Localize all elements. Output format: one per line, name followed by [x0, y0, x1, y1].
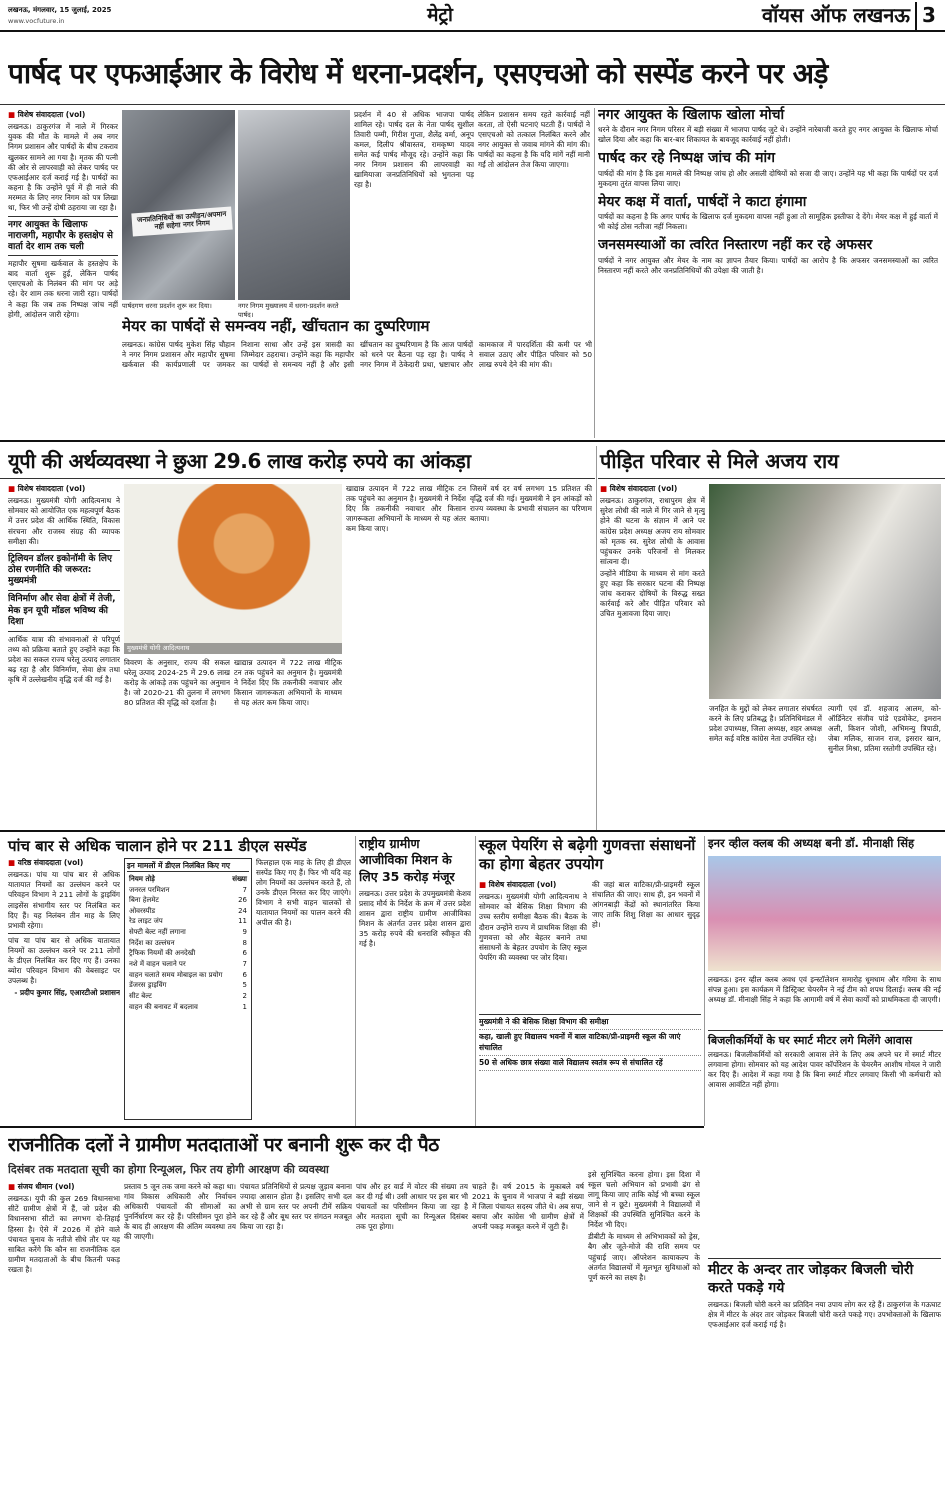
victim-text-3: जनहित के मुद्दों को लेकर लगातार संघर्षरत करने के लिए प्रतिबद्ध है। प्रतिनिधिमंडल में प्रदेश उपाध्यक्ष, जिला अध्यक्ष, शहर अध्यक्ष समेत कई वरिष्ठ कांग्रेस नेता उपस्थित रहे। — [709, 704, 822, 744]
challan-table-row — [127, 992, 249, 1003]
challan-rule-name: वाहन की बनावट में बदलाव — [129, 1002, 198, 1011]
challan-table-row — [127, 917, 249, 928]
lead-col2-text: प्रदर्शन में 40 से अधिक भाजपा पार्षद शामिल रहे। पार्षद दल के नेता पार्षद सुशील तिवारी पम्मी, गिरीश गुप्ता, शैलेंद्र वर्मा, अनूप कमल, दिलीप श्रीवास्तव, रामकृष्ण यादव समेत कई पार्षद मौजूद रहे। उन्होंने कहा कि नगर निगम प्रशासन की लापरवाही का खामियाजा जनप्रतिनिधियों को भुगतना पड़ रहा है। — [354, 110, 474, 190]
protest-sign: जनप्रतिनिधियों का उत्पीड़न/अपमान नहीं सहेगा नगर निगम — [131, 207, 232, 237]
inner-wheel-photo — [708, 856, 941, 971]
lead-column-2 — [354, 110, 474, 310]
economy-col1-text: आर्थिक यात्रा की संभावनाओं से परिपूर्ण तथ्य को प्रक्रिया बताते हुए उन्होंने कहा कि प्रदेश का सकल राज्य घरेलू उत्पाद लगातार बढ़ रहा है और विनिर्माण, सेवा क्षेत्र तथा कृषि में उल्लेखनीय वृद्धि दर्ज की गई है। — [8, 635, 120, 685]
economy-byline: ■ विशेष संवाददाता (vol) — [8, 484, 120, 494]
challan-table-row — [127, 949, 249, 960]
school-point-item: कहा, खाली हुए विद्यालय भवनों में बाल वाटिका/प्री-प्राइमरी स्कूल की जाएं संचालित — [479, 1030, 701, 1056]
date-line: लखनऊ, मंगलवार, 15 जुलाई, 2025 — [8, 6, 112, 14]
mayor-article — [122, 316, 592, 434]
school-text-2: की जहां बाल वाटिका/प्री-प्राइमरी स्कूल संचालित की जाए। साथ ही, इन भवनों में आंगनबाड़ी केंद्रों को स्थानांतरित किया जाए ताकि शिशु शिक्षा का आधार सुदृढ़ हो। — [592, 880, 700, 930]
school-text: लखनऊ। मुख्यमंत्री योगी आदित्यनाथ ने सोमवार को बेसिक शिक्षा विभाग की उच्च स्तरीय समीक्षा बैठक की। बैठक के दौरान उन्होंने राज्य में प्राथमिक शिक्षा की गुणवत्ता को और बेहतर बनाने तथा संसाधनों के बेहतर उपयोग के लिए स्कूल पेयरिंग की व्यवस्था पर जोर दिया। — [479, 892, 587, 962]
politics-col2-text: प्रस्ताव 5 जून तक जमा करने को कहा था। गांव विकास अधिकारी और निर्वाचन अधिकारी पंचायतों की सीमाओं का पुनर्निर्धारण कर रहे हैं। परिसीमन पूरा होने के बाद ही आरक्षण की अंतिम व्यवस्था तय की जाएगी। — [124, 1182, 236, 1242]
electricity-text-block — [708, 1050, 941, 1250]
economy-col2-text: विवरण के अनुसार, राज्य की सकल घरेलू उत्पाद 2024-25 में 29.6 लाख करोड़ के आंकड़े तक पहुंचने का अनुमान है। जो 2020-21 की तुलना में लगभग 80 प्रतिशत की वृद्धि को दर्शाता है। — [124, 658, 230, 708]
right-text-2: पार्षदों की मांग है कि इस मामले की निष्पक्ष जांच हो और असली दोषियों को सजा दी जाए। उन्होंने यह भी कहा कि पार्षदों पर दर्ज मुकदमा तुरंत वापस लिया जाए। — [598, 168, 938, 188]
challan-table-grid — [127, 874, 249, 1013]
challan-table-title: इन मामलों में डीएल निलंबित किए गए — [127, 861, 249, 872]
right-text-3: पार्षदों का कहना है कि अगर पार्षद के खिलाफ दर्ज मुकदमा वापस नहीं हुआ तो सामूहिक इस्तीफा दे देंगे। मेयर कक्ष में हुई वार्ता में भी कोई ठोस नतीजा नहीं निकला। — [598, 212, 938, 232]
challan-col3-text: फिलहाल एक माह के लिए ही डीएल सस्पेंड किए गए हैं। फिर भी यदि वह लोग नियमों का उल्लंघन करते हैं, तो उनके डीएल निरस्त कर दिए जाएंगे। विभाग ने सभी वाहन चालकों से यातायात नियमों का पालन करने की अपील की है। — [256, 858, 351, 928]
challan-table-row — [127, 885, 249, 896]
school-column-2 — [592, 880, 700, 1010]
lead-col1b-text: महापौर सुषमा खर्कवाल के हस्तक्षेप के बाद वार्ता शुरू हुई, लेकिन पार्षद एसएचओ के निलंबन की मांग पर अड़े रहे। देर शाम तक धरना जारी रहा। पार्षदों ने कहा कि जब तक निष्पक्ष जांच नहीं होगी, आंदोलन जारी रहेगा। — [8, 259, 118, 319]
school-continued-column — [588, 1170, 700, 1492]
victim-column-2 — [709, 704, 822, 824]
challan-table-head-rule: नियम तोड़े — [129, 874, 155, 883]
challan-rule-name: नशे में वाहन चलाने पर — [129, 960, 186, 969]
challan-text: लखनऊ। पांच या पांच बार से अधिक यातायात नियमों का उल्लंघन करने पर परिवहन विभाग ने 211 लोगों के ड्राइविंग लाइसेंस संभागीय स्तर पर निलंबित कर दिए हैं। यह निलंबन तीन माह के लिए प्रभावी रहेगा। — [8, 870, 120, 930]
rural-headline: राष्ट्रीय ग्रामीण आजीविका मिशन के लिए 35 करोड़ मंजूर — [359, 836, 455, 884]
politics-subhead: दिसंबर तक मतदाता सूची का होगा रिन्यूअल, फिर तय होगी आरक्षण की व्यवस्था — [8, 1163, 329, 1176]
lead-col1-text: लखनऊ। ठाकुरगंज में नाले में गिरकर युवक की मौत के मामले में अब नगर निगम प्रशासन और पार्षदों के बीच टकराव खुलकर सामने आ गया है। मृतक की पत्नी की ओर से लापरवाही को लेकर पार्षद पर एफआईआर दर्ज कराई गई है। पार्षदों का कहना है कि उन्होंने पूर्व में ही नाले की मरम्मत के लिए नगर निगम को पत्र लिखा था, फिर भी उन्हें दोषी ठहराया जा रहा है। — [8, 122, 118, 212]
economy-photo-caption: मुख्यमंत्री योगी आदित्यनाथ — [124, 643, 342, 654]
politics-col1-text: लखनऊ। यूपी की कुल 269 विधानसभा सीटें ग्रामीण क्षेत्रों में हैं, जो प्रदेश की विधानसभा सीटों का लगभग दो-तिहाई हिस्सा है। ऐसे में 2026 में होने वाले पंचायत चुनाव के नतीजे सीधे तौर पर यह साबित करेंगे कि कौन सा राजनीतिक दल ग्रामीण मतदाताओं के बीच कितनी पकड़ रखता है। — [8, 1194, 120, 1274]
politics-column-5 — [472, 1182, 584, 1492]
politics-column-1 — [8, 1182, 120, 1492]
rural-article — [359, 836, 471, 1121]
school-column-1 — [479, 880, 587, 1010]
challan-rule-name: बिना हेलमेट — [129, 896, 159, 905]
electricity-headline: बिजलीकर्मियों के घर स्मार्ट मीटर लगे मिलेंगे आवास — [708, 1030, 943, 1048]
right-head-4: जनसमस्याओं का त्वरित निस्तारण नहीं कर रहे अफसर — [598, 237, 873, 254]
challan-rule-count: 11 — [238, 917, 247, 926]
challan-table-row — [127, 970, 249, 981]
school-point-item: 50 से अधिक छात्र संख्या वाले विद्यालय स्वतंत्र रूप से संचालित रहें — [479, 1056, 701, 1071]
page-number: 3 — [915, 2, 941, 30]
challan-rule-name: डेंजरस ड्राइविंग — [129, 981, 167, 990]
challan-column-1 — [8, 858, 120, 1120]
lead-col3-text: लेकिन प्रशासन समय रहते कार्रवाई नहीं करता, तो ऐसी घटनाएं घटती हैं। पार्षदों ने एसएचओ को तत्काल निलंबित करने और नगर आयुक्त से जवाब मांगने की मांग की। पार्षदों का कहना है कि यदि मांगें नहीं मानी गईं तो आंदोलन तेज किया जाएगा। — [478, 110, 590, 170]
challan-table-row — [127, 1002, 249, 1013]
lead-photo-protest — [122, 110, 235, 300]
politics-col3-text: पंचायत प्रतिनिधियों से प्रत्यक्ष जुड़ाव बनाना ज्यादा आसान होता है। इसलिए सभी दल अभी से ग्राम स्तर पर अपनी टीमें सक्रिय कर रहे हैं और बूथ स्तर पर संगठन मजबूत किया जा रहा है। — [240, 1182, 352, 1232]
challan-rule-count: 7 — [242, 885, 247, 894]
mayor-headline: मेयर का पार्षदों से समन्वय नहीं, खींचतान का दुष्परिणाम — [122, 317, 430, 335]
economy-column-3 — [346, 484, 466, 824]
economy-photo-cm — [124, 484, 342, 654]
right-text-1: धरने के दौरान नगर निगम परिसर में बड़ी संख्या में भाजपा पार्षद जुटे थे। उन्होंने नारेबाजी करते हुए नगर आयुक्त के खिलाफ मोर्चा खोल दिया और कहा कि बार-बार शिकायत के बावजूद कार्रवाई नहीं होती। — [598, 125, 938, 145]
challan-rule-count: 26 — [238, 896, 247, 905]
challan-table-row — [127, 960, 249, 971]
section-label: मेट्रो — [427, 4, 453, 26]
challan-rule-name: वाहन चलाते समय मोबाइल का प्रयोग — [129, 970, 223, 979]
victim-column-1 — [600, 484, 705, 824]
lead-column-1 — [8, 110, 118, 325]
challan-rule-count: 8 — [242, 938, 247, 947]
economy-column-4 — [470, 484, 592, 824]
victim-text-2: उन्होंने मीडिया के माध्यम से मांग करते हुए कहा कि सरकार घटना की निष्पक्ष जांच कराकर दोषियों के विरुद्ध सख्त कार्रवाई करे और पीड़ित परिवार को उचित मुआवजा दिया जाए। — [600, 568, 705, 619]
site-url: www.vocfuture.in — [8, 17, 65, 25]
challan-rule-name: निर्देश का उल्लंघन — [129, 938, 175, 947]
victim-photo — [709, 484, 941, 699]
economy-intro: लखनऊ। मुख्यमंत्री योगी आदित्यनाथ ने सोमवार को आयोजित एक महत्वपूर्ण बैठक में उत्तर प्रदेश की आर्थिक स्थिति, विकास संरचना और राजस्व संग्रह की व्यापक समीक्षा की। — [8, 496, 120, 546]
politics-headline: राजनीतिक दलों ने ग्रामीण मतदाताओं पर बनानी शुरू कर दी पैठ — [8, 1134, 440, 1156]
rural-text: लखनऊ। उत्तर प्रदेश के उपमुख्यमंत्री केशव प्रसाद मौर्य के निर्देश के क्रम में उत्तर प्रदेश शासन द्वारा राष्ट्रीय ग्रामीण आजीविका मिशन के अंतर्गत उत्तर प्रदेश शासन द्वारा 35 करोड़ रुपये की धनराशि स्वीकृत की गई है। — [359, 888, 471, 949]
challan-table-row — [127, 906, 249, 917]
challan-signature: - प्रदीप कुमार सिंह, एआरटीओ प्रशासन — [14, 988, 120, 998]
school-continued-text-2: डीबीटी के माध्यम से अभिभावकों को ड्रेस, बैग और जूते-मोजे की राशि समय पर पहुंचाई जाए। ऑपरेशन कायाकल्प के अंतर्गत विद्यालयों में मूलभूत सुविधाओं को पूर्ण करने का लक्ष्य है। — [588, 1232, 700, 1282]
school-point-item: मुख्यमंत्री ने की बेसिक शिक्षा विभाग की समीक्षा — [479, 1015, 701, 1030]
economy-col3-text: खाद्यान्न उत्पादन में 722 लाख मीट्रिक टन तक पहुंचने का अनुमान है। मुख्यमंत्री ने निर्देश दिए कि तकनीकी नवाचार और किसान जागरूकता अभियानों के माध्यम से यह अंतर कम किया जाए। — [346, 484, 466, 534]
challan-rule-name: ट्रैफिक नियमों की अनदेखी — [129, 949, 196, 958]
lead-column-3 — [478, 110, 590, 310]
challan-text-2: पांच या पांच बार से अधिक यातायात नियमों का उल्लंघन करने पर 211 लोगों के डीएल निलंबित कर दिए गए हैं। उनका ब्योरा परिवहन विभाग की वेबसाइट पर उपलब्ध है। — [8, 933, 120, 986]
inner-wheel-headline: इनर व्हील क्लब की अध्यक्ष बनी डॉ. मीनाक्षी सिंह — [708, 836, 915, 850]
challan-rule-count: 9 — [242, 928, 247, 937]
politics-byline: ■ संजय धीमान (vol) — [8, 1182, 120, 1192]
right-head-3: मेयर कक्ष में वार्ता, पार्षदों ने काटा हंगामा — [598, 193, 807, 210]
economy-col3-text-b: खाद्यान्न उत्पादन में 722 लाख मीट्रिक टन तक पहुंचने का अनुमान है। मुख्यमंत्री ने निर्देश दिए कि तकनीकी नवाचार और किसान जागरूकता अभियानों के माध्यम से यह अंतर कम किया जाए। — [234, 658, 342, 708]
victim-text-4: त्यागी एवं डॉ. शहजाद आलम, को-ऑर्डिनेटर संजीव पांडे एडवोकेट, इमरान अली, किशन जोशी, अभिमन्यु त्रिपाठी, जेबा मलिक, साजन राज, इसरार खान, सुनील मिश्रा, प्रतिमा रस्तोगी उपस्थित रहे। — [828, 704, 941, 754]
challan-rule-name: ओवरस्पीड — [129, 906, 156, 915]
paper-name: वॉयस ऑफ लखनऊ — [762, 3, 910, 27]
challan-table-row — [127, 928, 249, 939]
meter-text: लखनऊ। बिजली चोरी करने का प्रतिदिन नया उपाय लोग कर रहे हैं। ठाकुरगंज के गऊघाट क्षेत्र में मीटर के अंदर तार जोड़कर बिजली चोरी करते पकड़े गए। उपभोक्ताओं के खिलाफ एफआईआर दर्ज कराई गई है। — [708, 1300, 941, 1330]
challan-byline: ■ वरिष्ठ संवाददाता (vol) — [8, 858, 120, 868]
politics-column-2 — [124, 1182, 236, 1492]
challan-rule-name: सेफ्टी बेल्ट नहीं लगाना — [129, 928, 186, 937]
challan-rule-count: 6 — [242, 949, 247, 958]
victim-column-3 — [828, 704, 941, 824]
lead-headline: पार्षद पर एफआईआर के विरोध में धरना-प्रदर्शन, एसएचओ को सस्पेंड करने पर अड़े — [8, 58, 828, 90]
meter-headline: मीटर के अन्दर तार जोड़कर बिजली चोरी करते पकड़े गये — [708, 1258, 941, 1297]
victim-byline: ■ विशेष संवाददाता (vol) — [600, 484, 705, 494]
challan-table-row — [127, 896, 249, 907]
challan-rule-name: जनरल परमिशन — [129, 885, 170, 894]
right-text-4: पार्षदों ने नगर आयुक्त और मेयर के नाम का ज्ञापन तैयार किया। पार्षदों का आरोप है कि अफसर जनसमस्याओं का त्वरित निस्तारण नहीं करते और जनप्रतिनिधियों की उपेक्षा की जाती है। — [598, 255, 938, 275]
masthead — [0, 0, 945, 50]
right-head-1: नगर आयुक्त के खिलाफ खोला मोर्चा — [598, 107, 785, 123]
challan-headline: पांच बार से अधिक चालान होने पर 211 डीएल सस्पेंड — [8, 837, 307, 855]
challan-table-head-count: संख्या — [232, 874, 247, 883]
lead-byline: ■ विशेष संवाददाता (vol) — [8, 110, 118, 120]
economy-pull-1: ट्रिलियन डॉलर इकोनॉमी के लिए ठोस रणनीति की जरूरत: मुख्यमंत्री — [8, 550, 120, 588]
mayor-text: लखनऊ। कांग्रेस पार्षद मुकेश सिंह चौहान ने नगर निगम प्रशासन और महापौर सुषमा खर्कवाल की कार्यप्रणाली पर जमकर निशाना साधा और उन्हें इस त्रासदी का जिम्मेदार ठहराया। उन्होंने कहा कि महापौर का पार्षदों से समन्वय नहीं है और इसी खींचतान का दुष्परिणाम है कि आज पार्षदों को धरने पर बैठना पड़ रहा है। पार्षद ने नगर निगम में ठेकेदारी प्रथा, भ्रष्टाचार और कामकाज में पारदर्शिता की कमी पर भी सवाल उठाए और पीड़ित परिवार को 50 लाख रुपये देने की मांग की। — [122, 339, 592, 369]
politics-col4-text: पांच और हर वार्ड में वोटर की संख्या तय कर दी गई थी। उसी आधार पर इस बार भी पंचायतों का परिसीमन किया जा रहा है और मतदाता सूची का रिन्यूअल दिसंबर तक पूरा होगा। — [356, 1182, 468, 1232]
lead-sidebox-title: नगर आयुक्त के खिलाफ नाराजगी, महापौर के हस्तक्षेप से वार्ता देर शाम तक चली — [8, 219, 113, 252]
right-head-2: पार्षद कर रहे निष्पक्ष जांच की मांग — [598, 150, 776, 167]
economy-column-2b — [234, 658, 342, 824]
lead-photo-hq-caption: नगर निगम मुख्यालय में धरना-प्रदर्शन करते पार्षद। — [238, 302, 339, 320]
challan-column-3 — [256, 858, 351, 1120]
challan-table-row — [127, 938, 249, 949]
inner-wheel-text: लखनऊ। इनर व्हील क्लब अवध एवं इन्स्टॉलेशन समारोह धूमधाम और गरिमा के साथ संपन्न हुआ। इस कार्यक्रम में डिस्ट्रिक्ट चेयरमैन ने नई टीम को शपथ दिलाई। क्लब की नई अध्यक्ष डॉ. मीनाक्षी सिंह ने कहा कि आगामी वर्ष में सेवा कार्यों को प्राथमिकता दी जाएगी। — [708, 975, 941, 1005]
inner-wheel-text-block — [708, 975, 941, 1025]
victim-headline: पीड़ित परिवार से मिले अजय राय — [600, 449, 839, 473]
lead-photo-hq — [238, 110, 350, 300]
economy-col4-text: जिसमें वर्ष दर वर्ष लगभग 15 प्रतिशत की वृद्धि दर्ज की गई। मुख्यमंत्री ने इन आंकड़ों को राज्य व्यवस्था के प्रभावी संचालन का परिणाम बताया। — [470, 484, 592, 524]
school-continued-text: इसे सुनिश्चित करना होगा। इस दिशा में स्कूल चलो अभियान को प्रभावी ढंग से लागू किया जाए ताकि कोई भी बच्चा स्कूल जाने से न छूटे। मुख्यमंत्री ने विद्यालयों में शिक्षकों की उपस्थिति सुनिश्चित करने के निर्देश भी दिए। — [588, 1170, 700, 1230]
school-headline: स्कूल पेयरिंग से बढ़ेगी गुणवत्ता संसाधनों का होगा बेहतर उपयोग — [479, 836, 696, 873]
meter-text-block — [708, 1300, 941, 1490]
challan-rule-count: 2 — [242, 992, 247, 1001]
challan-rule-name: सीट बेल्ट — [129, 992, 152, 1001]
challan-rule-count: 1 — [242, 1002, 247, 1011]
lead-photo-protest-caption: पार्षदगण धरना प्रदर्शन शुरू कर दिया। — [122, 302, 212, 310]
politics-column-4 — [356, 1182, 468, 1492]
challan-table-row — [127, 981, 249, 992]
challan-rule-count: 5 — [242, 981, 247, 990]
economy-headline: यूपी की अर्थव्यवस्था ने छुआ 29.6 लाख करोड़ रुपये का आंकड़ा — [8, 449, 471, 473]
economy-column-2 — [124, 658, 230, 824]
lead-right-column — [598, 106, 938, 438]
politics-column-3 — [240, 1182, 352, 1492]
school-byline: ■ विशेष संवाददाता (vol) — [479, 880, 587, 890]
challan-rule-count: 24 — [238, 906, 247, 915]
challan-rule-count: 7 — [242, 960, 247, 969]
lead-sidebox — [8, 216, 118, 256]
school-points — [479, 1014, 701, 1122]
challan-table — [124, 858, 252, 1120]
electricity-text: लखनऊ। बिजलीकर्मियों को सरकारी आवास लेने के लिए अब अपने घर में स्मार्ट मीटर लगवाना होगा। सोमवार को यह आदेश पावर कॉर्पोरेशन के चेयरमैन आशीष गोयल ने जारी कर दिए हैं। आदेश में कहा गया है कि बिना स्मार्ट मीटर लगवाए किसी भी कर्मचारी को आवास आवंटित नहीं होगा। — [708, 1050, 941, 1090]
economy-column-1 — [8, 484, 120, 824]
challan-rule-count: 6 — [242, 970, 247, 979]
victim-text-1: लखनऊ। ठाकुरगंज, राधापुरम क्षेत्र में सुरेश लोधी की नाले में गिर जाने से मृत्यु होने की घटना के संज्ञान में आने पर कांग्रेस प्रदेश अध्यक्ष अजय राय सोमवार को मृतक स्व. सुरेश लोधी के आवास पहुंचकर उनके परिजनों से मिलकर सांत्वना दी। — [600, 496, 705, 566]
politics-col5-text: चाहते हैं। वर्ष 2015 के मुकाबले वर्ष 2021 के चुनाव में भाजपा ने बड़ी संख्या में जिला पंचायत सदस्य जीते थे। अब सपा, बसपा और कांग्रेस भी ग्रामीण क्षेत्रों में अपनी पकड़ मजबूत करने में जुटी हैं। — [472, 1182, 584, 1232]
challan-rule-name: रेड लाइट जंप — [129, 917, 163, 926]
economy-pull-2: विनिर्माण और सेवा क्षेत्रों में तेजी, मेक इन यूपी मॉडल भविष्य की दिशा — [8, 590, 120, 632]
